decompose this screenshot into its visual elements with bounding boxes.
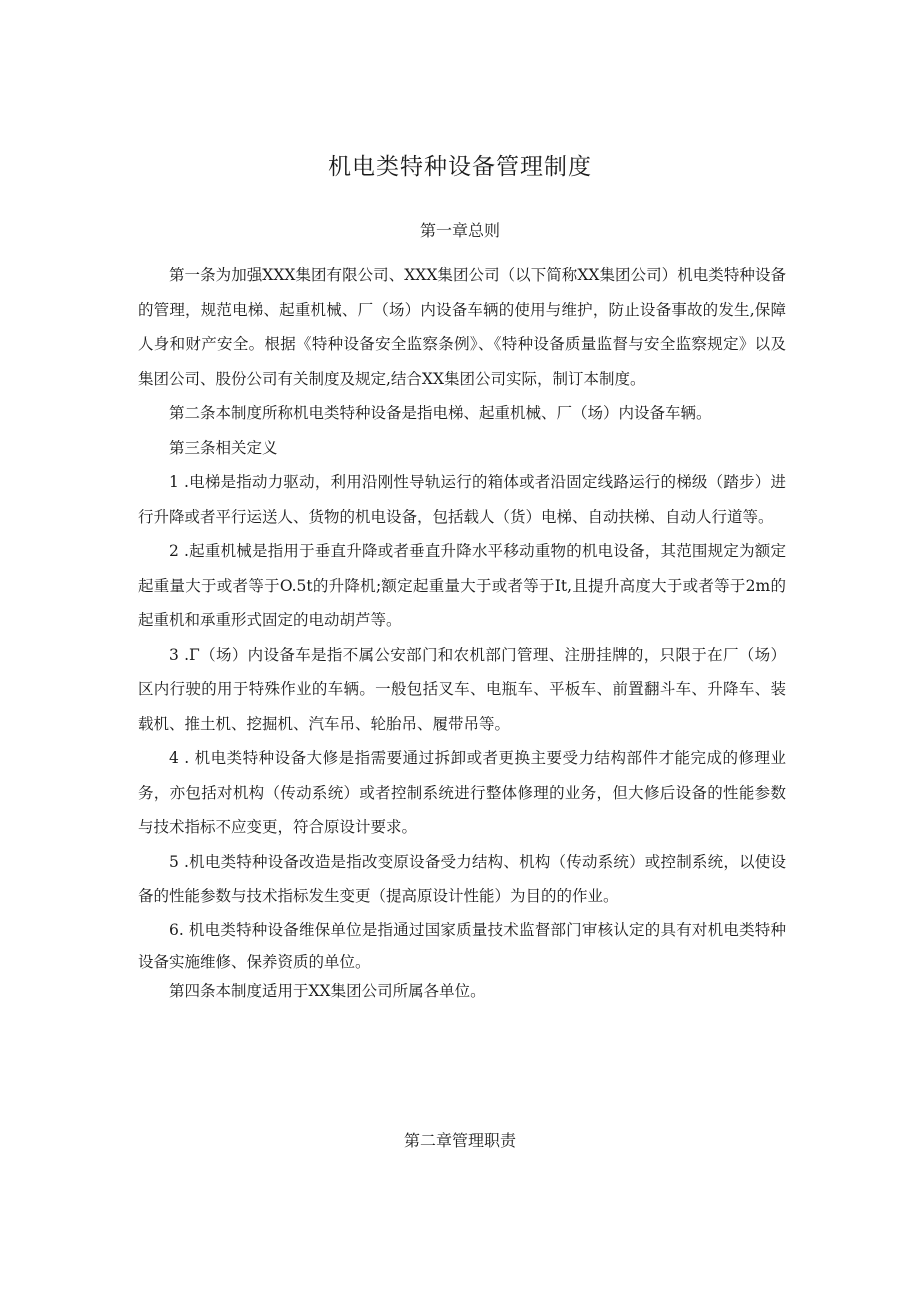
definition-2-paragraph: 2 .起重机械是指用于垂直升降或者垂直升降水平移动重物的机电设备，其范围规定为额定起重量大于或者等于O.5t的升降机;额定起重量大于或者等于It,且提升高度大于或者等于2m的起重机和承重形式固定的电动胡芦等。 [138,542,786,629]
definition-4-paragraph: 4 . 机电类特种设备大修是指需要通过拆卸或者更换主要受力结构部件才能完成的修理业务，亦包括对机构（传动系统）或者控制系统进行整体修理的业务，但大修后设备的性能参数与技术指标不应变更，符合原设计要求。 [138,749,786,836]
article-1-paragraph: 第一条为加强XXX集团有限公司、XXX集团公司（以下简称XX集团公司）机电类特种设备的管理，规范电梯、起重机械、厂（场）内设备车辆的使用与维护，防止设备事故的发生,保障人身和财产安全。根据《特种设备安全监察条例》、《特种设备质量监督与安全监察规定》以及集团公司、股份公司有关制度及规定,结合XX集团公司实际，制订本制度。 [138,266,786,388]
article-4-paragraph: 第四条本制度适用于XX集团公司所属各单位。 [169,981,486,1000]
definition-6-paragraph: 6. 机电类特种设备维保单位是指通过国家质量技术监督部门审核认定的具有对机电类特种设备实施维修、保养资质的单位。 [138,920,786,971]
chapter-1-body [138,258,786,1004]
document-title: 机电类特种设备管理制度 [328,154,592,180]
definition-3-paragraph: 3 .Γ（场）内设备车是指不属公安部门和农机部门管理、注册挂牌的，只限于在厂（场）区内行驶的用于特殊作业的车辆。一般包括叉车、电瓶车、平板车、前置翻斗车、升降车、装载机、推土机、挖掘机、汽车吊、轮胎吊、履带吊等。 [138,645,786,733]
chapter-1-heading: 第一章总则 [419,221,500,240]
definition-5-paragraph: 5 .机电类特种设备改造是指改变原设备受力结构、机构（传动系统）或控制系统，以使设备的性能参数与技术指标发生变更（提高原设计性能）为目的的作业。 [138,852,786,905]
chapter-2-heading: 第二章管理职责 [403,1131,516,1150]
article-3-paragraph: 第三条相关定义 [169,438,278,457]
article-2-paragraph: 第二条本制度所称机电类特种设备是指电梯、起重机械、厂（场）内设备车辆。 [169,404,712,422]
definition-1-paragraph: 1 .电梯是指动力驱动，利用沿刚性导轨运行的箱体或者沿固定线路运行的梯级（踏步）进行升降或者平行运送人、货物的机电设备，包括载人（货）电梯、自动扶梯、自动人行道等。 [138,473,786,526]
